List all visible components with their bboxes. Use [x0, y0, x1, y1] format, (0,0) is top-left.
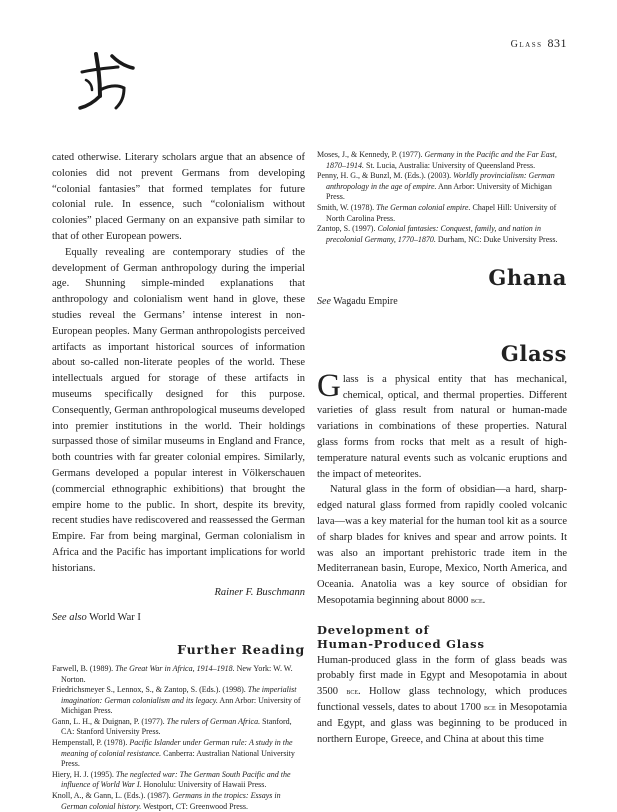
see-also	[52, 610, 305, 626]
reference-item: Hiery, H. J. (1995). The neglected war: The German South Pacific and the influence of World War I. Honolulu: University of Hawaii Press.	[52, 769, 291, 790]
see-also-link[interactable]: World War I	[89, 612, 141, 624]
reference-item: Farwell, B. (1989). The Great War in Africa, 1914–1918. New York: W. W. Norton.	[52, 663, 293, 684]
running-head-section: Glass	[510, 39, 543, 50]
right-column	[317, 150, 567, 747]
reference-item: Knoll, A., & Gann, L. (Eds.). (1987). Germans in the tropics: Essays in German colonial history. Westport, CT: Greenwood Press.	[52, 791, 281, 811]
entry-title-ghana: Ghana	[488, 265, 567, 291]
reference-item: Friedrichsmeyer S., Lennox, S., & Zantop, S. (Eds.). (1998). The imperialist imagination: German colonialism and its legacy. Ann Arbor: University of Michigan Press.	[52, 685, 301, 716]
entry-title-glass: Glass	[500, 340, 567, 366]
see-link[interactable]: Wagadu Empire	[333, 296, 398, 308]
body-paragraph: Natural glass in the form of obsidian—a hard, sharp-edged natural glass formed from rapidly cooled volcanic lava—was a key material for the human tool kit as a source of sharp blades for knives and spear and arrow points. It was also an important prehistoric trade item in the Mediterranean basin, Europe, Mexico, North America, and Oceania. Anatolia was a key source of obsidian for Mesopotamia beginning about 8000 bce.	[317, 484, 567, 606]
reference-item: Moses, J., & Kennedy, P. (1977). Germany in the Pacific and the Far East, 1870–1914. St. Lucia, Australia: University of Queensland Press.	[317, 150, 557, 170]
subheading-line: Development of	[317, 622, 430, 637]
drop-cap: G	[317, 367, 341, 404]
author-attribution: Rainer F. Buschmann	[214, 586, 305, 598]
subheading	[317, 623, 567, 651]
reference-item: Penny, H. G., & Bunzl, M. (Eds.). (2003). Worldly provincialism: German anthropology in the age of empire. Ann Arbor: University of Michigan Press.	[317, 171, 555, 202]
body-paragraph: Equally revealing are contemporary studies of the development of German anthropology during the imperial age. Shunning simple-minded explanations that anthropology and colonialism went hand in glove, these studies reveal the Germans’ intense interest in non-European peoples. Many German anthropologists perceived artifacts as important historical sources of information about so-called non-literate peoples of the world. These intellectuals argued for storage of these artifacts in museums specifically designed for this purpose. Consequently, German anthropological museums developed into premier institutions in the world. Their holdings surpassed those of similar museums in England and France, both countries with far greater colonial empires. Similarly, Germans developed a popular interest in Völkerschauen (commercial ethnographic exhibitions) that brought the empire home to the public. In short, despite its brevity, recent studies have rediscovered and reassessed the German Empire. Far from being marginal, German colonialism in Africa and the Pacific has important implications for world historians.	[52, 246, 305, 574]
reference-item: Zantop, S. (1997). Colonial fantasies: Conquest, family, and nation in precolonial Germany, 1770–1870. Durham, NC: Duke University Press.	[317, 224, 558, 244]
reference-item: Gann, L. H., & Duignan, P. (1977). The rulers of German Africa. Stanford, CA: Stanford University Press.	[52, 716, 292, 737]
body-paragraph: Glass is a physical entity that has mechanical, chemical, optical, and thermal properties. Different varieties of glass result from natural or human-made variations in combinations of these properties. Natural glass forms from rocks that melt as a result of high-temperature natural events such as volcanic eruptions and the impact of meteorites.	[317, 367, 567, 480]
running-head	[511, 36, 567, 51]
reference-item: Smith, W. (1978). The German colonial empire. Chapel Hill: University of North Carolina Press.	[317, 202, 557, 223]
brush-figure-logo-icon	[78, 50, 136, 112]
page-number: 831	[547, 36, 567, 50]
left-column	[52, 150, 305, 812]
reference-list	[52, 664, 305, 812]
see-label: See	[317, 296, 331, 308]
see-also-label: See also	[52, 612, 87, 624]
body-paragraph: cated otherwise. Literary scholars argue that an absence of colonies did not prevent Germans from developing “colonial fantasies” that formed templates for future colonial rule. In essence, such “colonialism without colonies” placed Germany on an expansive path similar to that of other European powers.	[52, 152, 305, 242]
further-reading-heading: Further Reading	[177, 642, 305, 658]
see-reference	[317, 294, 567, 310]
reference-list-continued	[317, 150, 567, 245]
reference-item: Hempenstall, P. (1978). Pacific Islander under German rule: A study in the meaning of colonial resistance. Canberra: Australian National University Press.	[52, 738, 295, 769]
body-paragraph: Human-produced glass in the form of glass beads was probably first made in Egypt and Mesopotamia in about 3500 bce. Hollow glass technology, which produces functional vessels, dates to about 1700 bce in Mesopotamia and Egypt, and glass was beginning to be produced in northern Europe, Greece, and China at about this time	[317, 654, 567, 745]
subheading-line: Human-Produced Glass	[317, 636, 485, 651]
